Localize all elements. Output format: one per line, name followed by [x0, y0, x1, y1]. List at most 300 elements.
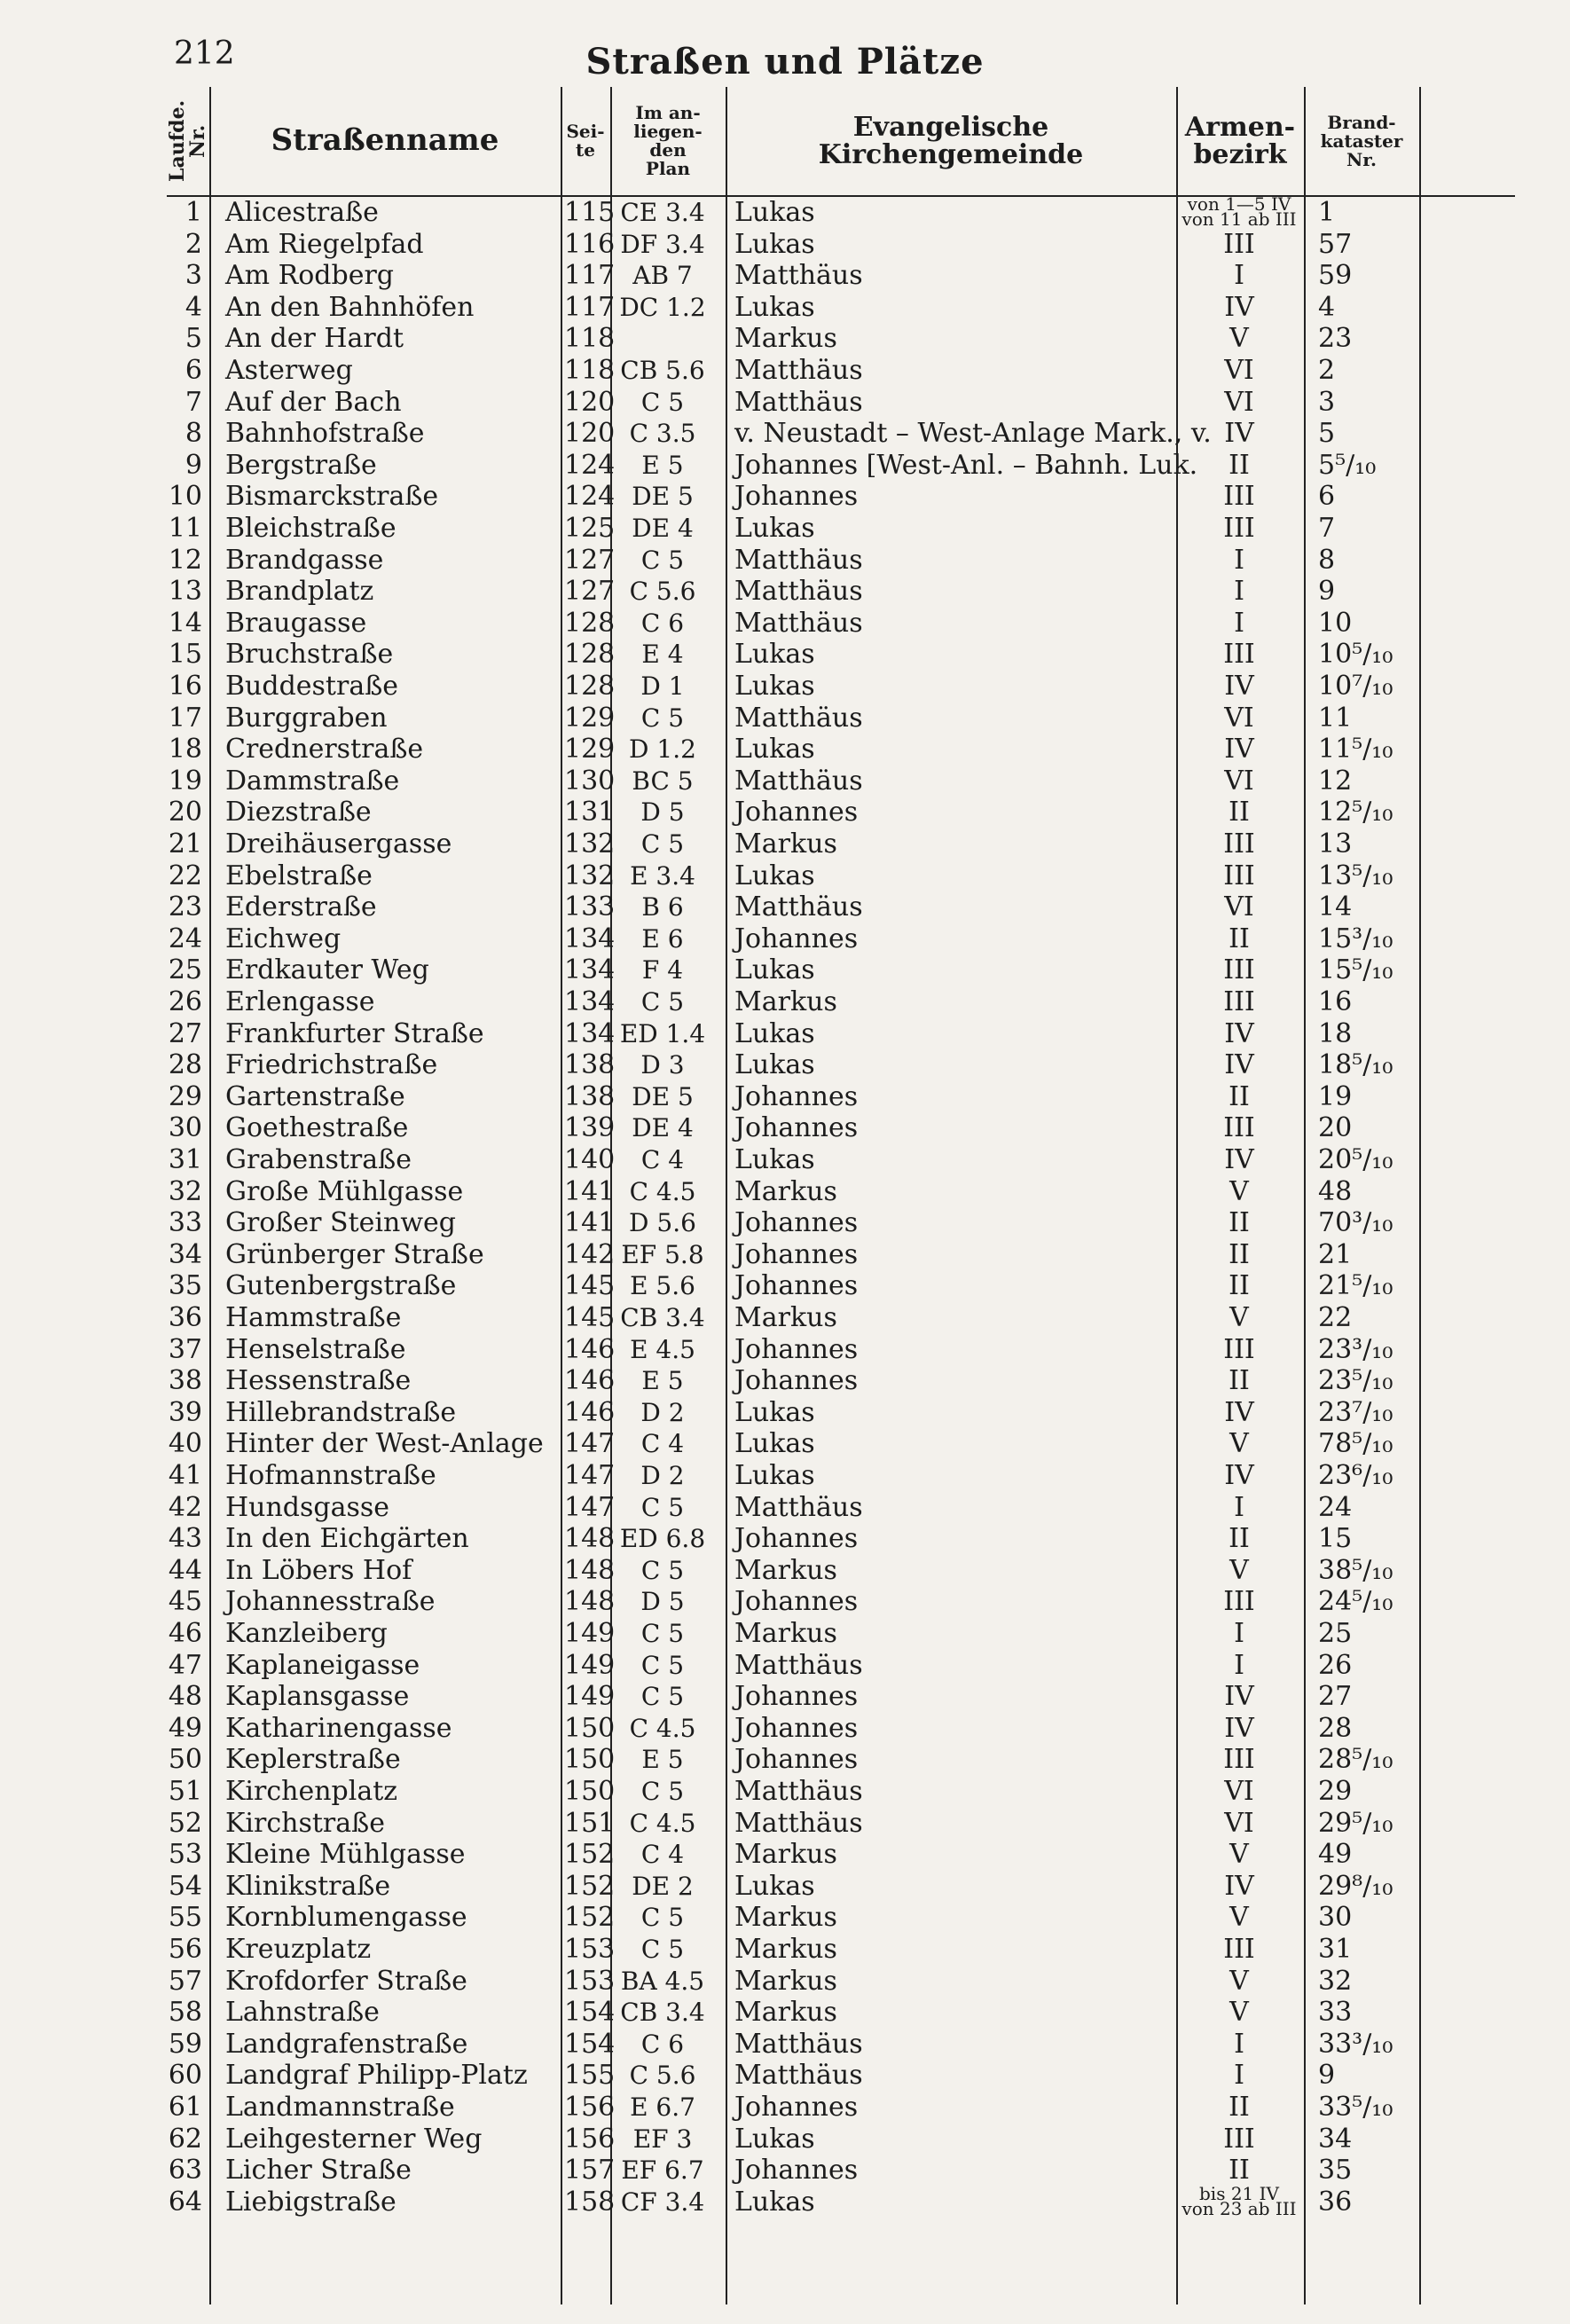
table-row — [167, 1365, 1515, 1397]
row-number: 22 — [168, 860, 202, 891]
table-row — [167, 734, 1515, 766]
armen-district: V — [1229, 1175, 1249, 1207]
plan-ref: E 4 — [641, 640, 684, 670]
brand-cadastre-no: 26 — [1318, 1649, 1353, 1681]
armen-district: VI — [1224, 702, 1254, 734]
brand-cadastre-no: 33³/₁₀ — [1318, 2028, 1393, 2060]
page-ref: 149 — [564, 1649, 616, 1681]
brand-cadastre-no: 34 — [1318, 2123, 1353, 2155]
church-parish: Johannes — [734, 2155, 859, 2187]
table-row — [167, 387, 1515, 419]
brand-cadastre-no: 78⁵/₁₀ — [1318, 1428, 1393, 1460]
row-number: 51 — [168, 1776, 202, 1807]
row-number: 19 — [168, 765, 202, 797]
plan-ref: DE 5 — [632, 1081, 694, 1111]
page-ref: 152 — [564, 1870, 616, 1902]
plan-ref: F 4 — [641, 955, 684, 985]
church-parish: Markus — [734, 1839, 837, 1871]
street-name: Gutenbergstraße — [225, 1270, 457, 1302]
street-name: Bahnhofstraße — [225, 418, 425, 450]
table-row — [167, 639, 1515, 671]
armen-district: III — [1223, 639, 1255, 671]
street-name: Hillebrandstraße — [225, 1396, 457, 1428]
page-ref: 140 — [564, 1144, 616, 1175]
brand-cadastre-no: 33⁵/₁₀ — [1318, 2092, 1393, 2123]
armen-district: III — [1223, 954, 1255, 986]
armen-district: IV — [1224, 1460, 1254, 1491]
church-parish: Matthäus — [734, 355, 863, 386]
table-row — [167, 1871, 1515, 1903]
brand-cadastre-no: 11⁵/₁₀ — [1318, 734, 1393, 766]
plan-ref: B 6 — [641, 892, 684, 923]
plan-ref: E 3.4 — [630, 860, 695, 891]
armen-district: VI — [1224, 1776, 1254, 1807]
church-parish: Lukas — [734, 954, 815, 986]
row-number: 43 — [168, 1523, 202, 1555]
armen-district: IV — [1224, 1144, 1254, 1175]
page-ref: 146 — [564, 1365, 616, 1397]
table-row — [167, 1776, 1515, 1808]
table-row — [167, 1839, 1515, 1871]
table-row — [167, 1397, 1515, 1429]
table-row — [167, 703, 1515, 734]
row-number: 9 — [184, 449, 202, 481]
row-number: 54 — [168, 1870, 202, 1902]
church-parish: Johannes — [734, 1080, 859, 1112]
brand-cadastre-no: 9 — [1318, 2060, 1336, 2092]
church-parish: Matthäus — [734, 576, 863, 608]
page-ref: 157 — [564, 2155, 616, 2187]
page-ref: 154 — [564, 2028, 616, 2060]
table-row — [167, 1523, 1515, 1555]
brand-cadastre-no: 13⁵/₁₀ — [1318, 860, 1393, 891]
table-row — [167, 1650, 1515, 1682]
street-name: Buddestraße — [225, 671, 398, 702]
row-number: 17 — [168, 702, 202, 734]
plan-ref: C 5 — [640, 1777, 685, 1806]
armen-district: VI — [1224, 1807, 1254, 1839]
street-name: Brandplatz — [225, 576, 374, 608]
plan-ref: ED 1.4 — [619, 1018, 706, 1048]
brand-cadastre-no: 5⁵/₁₀ — [1318, 449, 1377, 481]
plan-ref: E 6 — [641, 923, 684, 954]
page-ref: 146 — [564, 1396, 616, 1428]
plan-ref: DF 3.4 — [620, 229, 705, 259]
row-number: 40 — [168, 1428, 202, 1460]
row-number: 50 — [168, 1744, 202, 1776]
street-name: Große Mühlgasse — [225, 1175, 464, 1207]
row-number: 28 — [168, 1049, 202, 1081]
brand-cadastre-no: 23³/₁₀ — [1318, 1333, 1393, 1365]
armen-district: III — [1223, 228, 1255, 260]
church-parish: Johannes — [734, 1365, 859, 1397]
table-row — [167, 891, 1515, 923]
table-row — [167, 1270, 1515, 1302]
plan-ref — [610, 323, 715, 355]
street-name: Bergstraße — [225, 449, 377, 481]
page-ref: 156 — [564, 2092, 616, 2123]
church-parish: Lukas — [734, 1017, 815, 1049]
row-number: 15 — [168, 639, 202, 671]
table-row — [167, 450, 1515, 482]
street-name: Erdkauter Weg — [225, 954, 429, 986]
table-row — [167, 2029, 1515, 2061]
church-parish: Matthäus — [734, 260, 863, 292]
header-plan: Im an- liegen- den Plan — [633, 102, 703, 179]
table-row — [167, 229, 1515, 261]
page-ref: 118 — [564, 323, 616, 355]
brand-cadastre-no: 1 — [1318, 197, 1336, 228]
church-parish: Lukas — [734, 513, 815, 544]
street-name: Katharinengasse — [225, 1712, 452, 1744]
brand-cadastre-no: 13 — [1318, 828, 1353, 860]
brand-cadastre-no: 32 — [1318, 1965, 1353, 1997]
church-parish: Matthäus — [734, 765, 863, 797]
row-number: 21 — [168, 828, 202, 860]
table-row — [167, 1018, 1515, 1050]
header-church: Evangelische Kirchengemeinde — [818, 111, 1084, 170]
street-name: Brandgasse — [225, 544, 384, 576]
table-row — [167, 1902, 1515, 1934]
brand-cadastre-no: 16 — [1318, 986, 1353, 1017]
table-row — [167, 2124, 1515, 2155]
page-ref: 149 — [564, 1618, 616, 1649]
brand-cadastre-no: 12⁵/₁₀ — [1318, 797, 1393, 828]
plan-ref: C 4 — [640, 1145, 685, 1174]
brand-cadastre-no: 31 — [1318, 1934, 1353, 1965]
table-row — [167, 986, 1515, 1018]
table-row — [167, 1144, 1515, 1176]
row-number: 11 — [168, 513, 202, 544]
row-number: 1 — [184, 197, 202, 228]
street-name: Hammstraße — [225, 1302, 402, 1333]
brand-cadastre-no: 35 — [1318, 2155, 1353, 2187]
plan-ref: CB 3.4 — [620, 1303, 705, 1332]
church-parish: Markus — [734, 1302, 837, 1333]
brand-cadastre-no: 11 — [1318, 702, 1353, 734]
table-row — [167, 2060, 1515, 2092]
page-ref: 128 — [564, 639, 616, 671]
brand-cadastre-no: 38⁵/₁₀ — [1318, 1554, 1393, 1586]
brand-cadastre-no: 14 — [1318, 891, 1353, 923]
armen-district: IV — [1224, 1017, 1254, 1049]
page-ref: 145 — [564, 1270, 616, 1302]
page-ref: 132 — [564, 860, 616, 891]
page-ref: 151 — [564, 1807, 616, 1839]
header-armen: Armen- bezirk — [1184, 111, 1296, 170]
plan-ref: EF 6.7 — [621, 2155, 704, 2186]
plan-ref: AB 7 — [632, 261, 693, 291]
plan-ref: C 6 — [640, 608, 685, 638]
church-parish: v. Neustadt – West-Anlage Mark., v. — [734, 418, 1212, 450]
page-ref: 124 — [564, 481, 616, 513]
brand-cadastre-no: 5 — [1318, 418, 1336, 450]
plan-ref: D 1.2 — [629, 734, 696, 765]
church-parish: Markus — [734, 1965, 837, 1997]
row-number: 61 — [168, 2092, 202, 2123]
street-name: Kaplansgasse — [225, 1681, 410, 1713]
armen-district: IV — [1224, 418, 1254, 450]
plan-ref: C 5 — [640, 987, 685, 1017]
plan-ref: DE 4 — [632, 514, 694, 543]
church-parish: Markus — [734, 1618, 837, 1649]
church-parish: Markus — [734, 1934, 837, 1965]
plan-ref: C 5 — [640, 829, 685, 859]
church-parish: Lukas — [734, 639, 815, 671]
street-name: Grabenstraße — [225, 1144, 412, 1175]
street-name: Krofdorfer Straße — [225, 1965, 467, 1997]
row-number: 56 — [168, 1934, 202, 1965]
street-name: Bismarckstraße — [225, 481, 439, 513]
row-number: 16 — [168, 671, 202, 702]
plan-ref: ED 6.8 — [619, 1524, 706, 1554]
armen-district: III — [1223, 1744, 1255, 1776]
church-parish: Markus — [734, 1175, 837, 1207]
street-name: Kirchenplatz — [225, 1776, 398, 1807]
street-name: Eichweg — [225, 923, 341, 954]
street-name: Frankfurter Straße — [225, 1017, 484, 1049]
table-row — [167, 481, 1515, 513]
table-row — [167, 1681, 1515, 1713]
armen-district: III — [1223, 828, 1255, 860]
brand-cadastre-no: 28 — [1318, 1712, 1353, 1744]
plan-ref: E 4.5 — [630, 1334, 695, 1364]
armen-district: I — [1234, 1649, 1244, 1681]
row-number: 41 — [168, 1460, 202, 1491]
armen-district: V — [1229, 1302, 1249, 1333]
header-page: Sei- te — [566, 121, 605, 161]
church-parish: Lukas — [734, 1396, 815, 1428]
street-name: Braugasse — [225, 607, 367, 639]
armen-district: III — [1223, 1934, 1255, 1965]
street-name: Liebigstraße — [225, 2186, 396, 2218]
armen-district: III — [1223, 860, 1255, 891]
page-ref: 150 — [564, 1776, 616, 1807]
plan-ref: C 4.5 — [629, 1176, 696, 1206]
header-brand: Brand- kataster Nr. — [1320, 111, 1403, 170]
page-ref: 128 — [564, 671, 616, 702]
row-number: 44 — [168, 1554, 202, 1586]
brand-cadastre-no: 48 — [1318, 1175, 1353, 1207]
brand-cadastre-no: 29⁸/₁₀ — [1318, 1870, 1393, 1902]
church-parish: Johannes — [734, 1207, 859, 1239]
row-number: 64 — [168, 2186, 202, 2218]
plan-ref: DC 1.2 — [619, 292, 706, 322]
church-parish: Matthäus — [734, 386, 863, 418]
church-parish: Markus — [734, 1997, 837, 2029]
row-number: 14 — [168, 607, 202, 639]
row-number: 2 — [184, 228, 202, 260]
page-ref: 129 — [564, 734, 616, 766]
plan-ref: EF 5.8 — [621, 1239, 704, 1269]
plan-ref: C 4 — [640, 1429, 685, 1459]
plan-ref: DE 4 — [632, 1113, 694, 1143]
row-number: 62 — [168, 2123, 202, 2155]
table-row — [167, 954, 1515, 986]
plan-ref: C 5 — [640, 1650, 685, 1680]
armen-district: VI — [1224, 891, 1254, 923]
street-name: An den Bahnhöfen — [225, 291, 475, 323]
church-parish: Lukas — [734, 1870, 815, 1902]
brand-cadastre-no: 7 — [1318, 513, 1336, 544]
street-name: Grünberger Straße — [225, 1238, 484, 1270]
brand-cadastre-no: 10⁷/₁₀ — [1318, 671, 1393, 702]
brand-cadastre-no: 70³/₁₀ — [1318, 1207, 1393, 1239]
street-name: Kleine Mühlgasse — [225, 1839, 466, 1871]
plan-ref: E 5.6 — [630, 1271, 695, 1301]
row-number: 26 — [168, 986, 202, 1017]
church-parish: Johannes — [734, 1744, 859, 1776]
page-ref: 127 — [564, 576, 616, 608]
armen-district: I — [1234, 2028, 1244, 2060]
table-row — [167, 2155, 1515, 2187]
page-ref: 134 — [564, 1017, 616, 1049]
street-name: Dammstraße — [225, 765, 400, 797]
row-number: 25 — [168, 954, 202, 986]
armen-district: V — [1229, 1554, 1249, 1586]
church-parish: Matthäus — [734, 2060, 863, 2092]
table-row — [167, 1744, 1515, 1776]
brand-cadastre-no: 10⁵/₁₀ — [1318, 639, 1393, 671]
plan-ref: C 5 — [640, 545, 685, 575]
plan-ref: BA 4.5 — [620, 1966, 705, 1996]
brand-cadastre-no: 23⁷/₁₀ — [1318, 1396, 1393, 1428]
page-ref: 134 — [564, 954, 616, 986]
row-number: 53 — [168, 1839, 202, 1871]
armen-district: V — [1229, 1839, 1249, 1871]
table-row — [167, 1302, 1515, 1334]
header-no: Laufde. Nr. — [165, 99, 209, 183]
table-row — [167, 2182, 1515, 2219]
street-name: In Löbers Hof — [225, 1554, 412, 1586]
brand-cadastre-no: 27 — [1318, 1681, 1353, 1713]
street-name: Kreuzplatz — [225, 1934, 372, 1965]
armen-district: VI — [1224, 386, 1254, 418]
street-name: Burggraben — [225, 702, 388, 734]
plan-ref: CF 3.4 — [620, 2187, 705, 2217]
street-name: Keplerstraße — [225, 1744, 401, 1776]
page-ref: 117 — [564, 291, 616, 323]
page-ref: 127 — [564, 544, 616, 576]
street-name: Kornblumengasse — [225, 1902, 467, 1934]
page-ref: 153 — [564, 1934, 616, 1965]
brand-cadastre-no: 21 — [1318, 1238, 1353, 1270]
page-ref: 125 — [564, 513, 616, 544]
church-parish: Lukas — [734, 1049, 815, 1081]
armen-district: II — [1229, 1270, 1250, 1302]
page-ref: 133 — [564, 891, 616, 923]
armen-district: IV — [1224, 1049, 1254, 1081]
row-number: 7 — [184, 386, 202, 418]
brand-cadastre-no: 30 — [1318, 1902, 1353, 1934]
church-parish: Lukas — [734, 1428, 815, 1460]
row-number: 5 — [184, 323, 202, 355]
brand-cadastre-no: 18 — [1318, 1017, 1353, 1049]
armen-district: I — [1234, 544, 1244, 576]
street-name: Landgrafenstraße — [225, 2028, 468, 2060]
street-name: Bruchstraße — [225, 639, 394, 671]
plan-ref: C 5 — [640, 387, 685, 417]
armen-district: VI — [1224, 355, 1254, 386]
plan-ref: C 5 — [640, 1903, 685, 1933]
church-parish: Johannes — [734, 1586, 859, 1618]
table-row — [167, 2092, 1515, 2124]
row-number: 31 — [168, 1144, 202, 1175]
armen-district: II — [1229, 1080, 1250, 1112]
street-name: Ebelstraße — [225, 860, 373, 891]
brand-cadastre-no: 36 — [1318, 2186, 1353, 2218]
plan-ref: C 6 — [640, 2029, 685, 2059]
page-ref: 130 — [564, 765, 616, 797]
table-row — [167, 1934, 1515, 1966]
street-name: Henselstraße — [225, 1333, 406, 1365]
page-ref: 116 — [564, 228, 616, 260]
armen-district: V — [1229, 1997, 1249, 2029]
plan-ref: CE 3.4 — [620, 198, 705, 227]
street-name: Ederstraße — [225, 891, 377, 923]
brand-cadastre-no: 8 — [1318, 544, 1336, 576]
page-ref: 141 — [564, 1207, 616, 1239]
page-ref: 147 — [564, 1428, 616, 1460]
page-ref: 150 — [564, 1712, 616, 1744]
church-parish: Lukas — [734, 2123, 815, 2155]
church-parish: Lukas — [734, 2186, 815, 2218]
page-ref: 150 — [564, 1744, 616, 1776]
armen-district: II — [1229, 1238, 1250, 1270]
street-name: Hundsgasse — [225, 1491, 390, 1523]
plan-ref: D 2 — [640, 1461, 685, 1490]
armen-district: I — [1234, 576, 1244, 608]
row-number: 29 — [168, 1080, 202, 1112]
armen-district: I — [1234, 1491, 1244, 1523]
page-ref: 131 — [564, 797, 616, 828]
page-ref: 152 — [564, 1839, 616, 1871]
plan-ref: BC 5 — [632, 766, 694, 796]
page-ref: 146 — [564, 1333, 616, 1365]
armen-district: IV — [1224, 671, 1254, 702]
street-name: Hessenstraße — [225, 1365, 412, 1397]
row-number: 12 — [168, 544, 202, 576]
table-row — [167, 1207, 1515, 1239]
church-parish: Johannes — [734, 2092, 859, 2123]
street-name: Asterweg — [225, 355, 353, 386]
table-row — [167, 1492, 1515, 1524]
page-ref: 158 — [564, 2186, 616, 2218]
street-name: Hofmannstraße — [225, 1460, 436, 1491]
armen-district: IV — [1224, 1712, 1254, 1744]
brand-cadastre-no: 59 — [1318, 260, 1353, 292]
church-parish: Johannes — [734, 797, 859, 828]
row-number: 49 — [168, 1712, 202, 1744]
page-ref: 152 — [564, 1902, 616, 1934]
table-row — [167, 576, 1515, 608]
table-row — [167, 418, 1515, 450]
brand-cadastre-no: 20⁵/₁₀ — [1318, 1144, 1393, 1175]
row-number: 3 — [184, 260, 202, 292]
row-number: 34 — [168, 1238, 202, 1270]
page-ref: 120 — [564, 418, 616, 450]
armen-district: V — [1229, 1428, 1249, 1460]
church-parish: Lukas — [734, 671, 815, 702]
armen-district: V — [1229, 1902, 1249, 1934]
brand-cadastre-no: 20 — [1318, 1112, 1353, 1144]
brand-cadastre-no: 21⁵/₁₀ — [1318, 1270, 1393, 1302]
page-ref: 138 — [564, 1049, 616, 1081]
armen-district: III — [1223, 513, 1255, 544]
street-name: Crednerstraße — [225, 734, 424, 766]
church-parish: Lukas — [734, 860, 815, 891]
street-name: Leihgesterner Weg — [225, 2123, 483, 2155]
